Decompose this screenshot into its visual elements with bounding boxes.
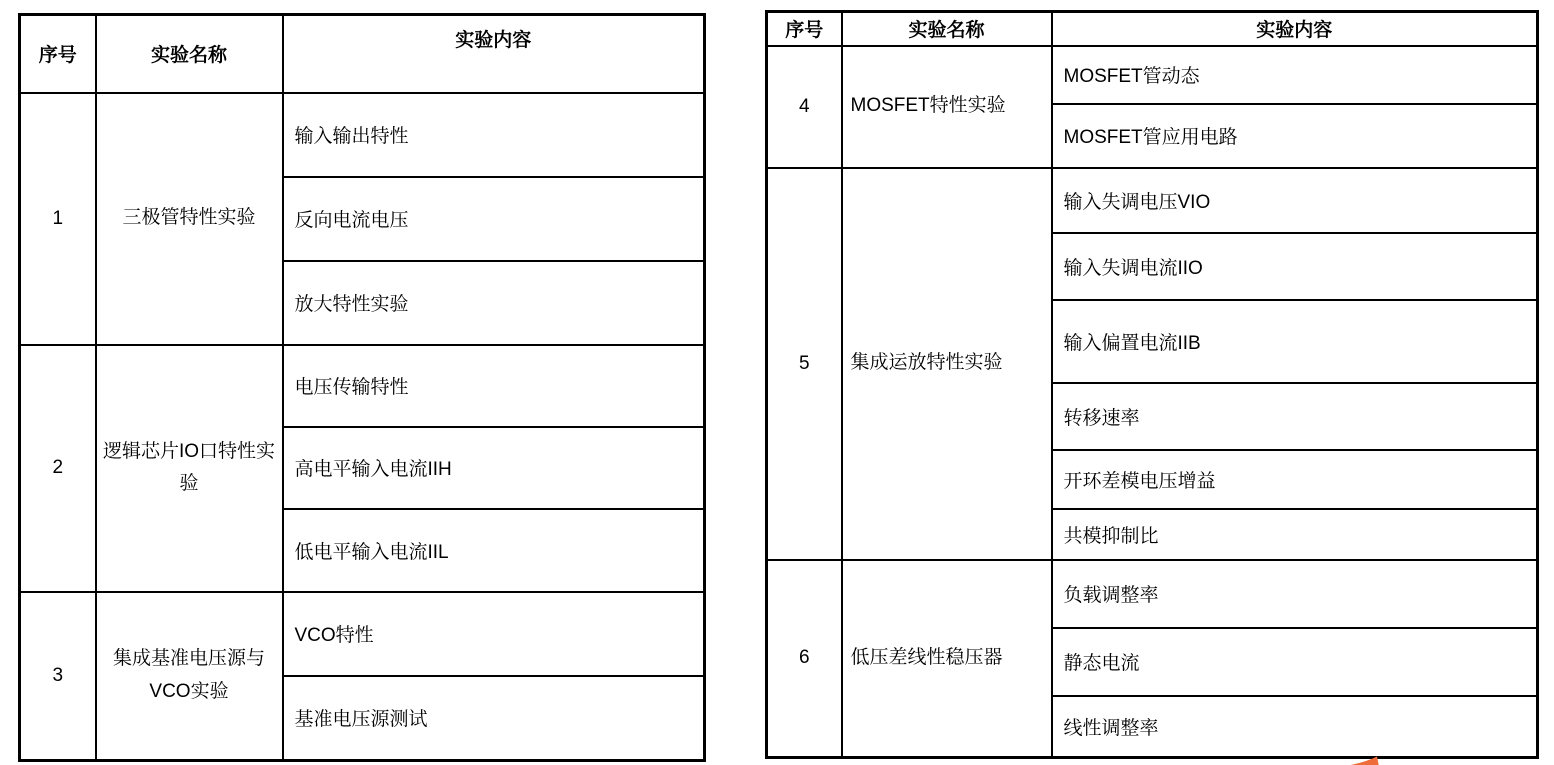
experiment-content: 线性调整率 xyxy=(1052,696,1538,758)
experiment-content: 输入偏置电流IIB xyxy=(1052,300,1538,383)
table-row xyxy=(20,345,705,427)
experiment-number: 1 xyxy=(20,93,96,345)
experiment-content: 基准电压源测试 xyxy=(283,676,705,761)
experiment-name: 逻辑芯片IO口特性实验 xyxy=(96,345,283,592)
header-no: 序号 xyxy=(20,15,96,93)
experiment-name: 集成运放特性实验 xyxy=(842,168,1052,560)
experiment-content: MOSFET管应用电路 xyxy=(1052,104,1538,168)
header-content: 实验内容 xyxy=(1052,12,1538,46)
experiment-number: 5 xyxy=(767,168,842,560)
experiment-content: 放大特性实验 xyxy=(283,261,705,345)
table-row xyxy=(20,93,705,177)
header-name: 实验名称 xyxy=(842,12,1052,46)
experiment-content: 低电平输入电流IIL xyxy=(283,509,705,592)
experiment-content: 静态电流 xyxy=(1052,628,1538,696)
table-header-row xyxy=(767,12,1538,46)
experiment-content: 负载调整率 xyxy=(1052,560,1538,628)
experiment-content: MOSFET管动态 xyxy=(1052,46,1538,104)
experiment-name: MOSFET特性实验 xyxy=(842,46,1052,168)
experiment-number: 4 xyxy=(767,46,842,168)
table-row xyxy=(767,168,1538,233)
experiment-content: 电压传输特性 xyxy=(283,345,705,427)
annotation-arrow-icon xyxy=(1341,754,1381,765)
experiment-content: VCO特性 xyxy=(283,592,705,676)
experiment-number: 3 xyxy=(20,592,96,761)
table-row xyxy=(20,592,705,676)
header-no: 序号 xyxy=(767,12,842,46)
experiment-content: 输入失调电流IIO xyxy=(1052,233,1538,300)
experiment-name: 三极管特性实验 xyxy=(96,93,283,345)
experiment-content: 输入输出特性 xyxy=(283,93,705,177)
experiment-content: 高电平输入电流IIH xyxy=(283,427,705,509)
table-header-row xyxy=(20,15,705,93)
experiment-name: 集成基准电压源与VCO实验 xyxy=(96,592,283,761)
annotation-arrow-shape xyxy=(1341,757,1379,765)
experiment-content: 开环差模电压增益 xyxy=(1052,450,1538,509)
experiment-content: 反向电流电压 xyxy=(283,177,705,261)
experiment-content: 共模抑制比 xyxy=(1052,509,1538,560)
experiment-content: 输入失调电压VIO xyxy=(1052,168,1538,233)
experiment-table-left xyxy=(18,13,706,762)
experiment-number: 2 xyxy=(20,345,96,592)
experiment-content: 转移速率 xyxy=(1052,383,1538,450)
table-row xyxy=(767,46,1538,104)
experiment-name: 低压差线性稳压器 xyxy=(842,560,1052,758)
table-row xyxy=(767,560,1538,628)
experiment-table-right xyxy=(765,10,1539,759)
header-content: 实验内容 xyxy=(283,15,705,93)
header-name: 实验名称 xyxy=(96,15,283,93)
experiment-number: 6 xyxy=(767,560,842,758)
